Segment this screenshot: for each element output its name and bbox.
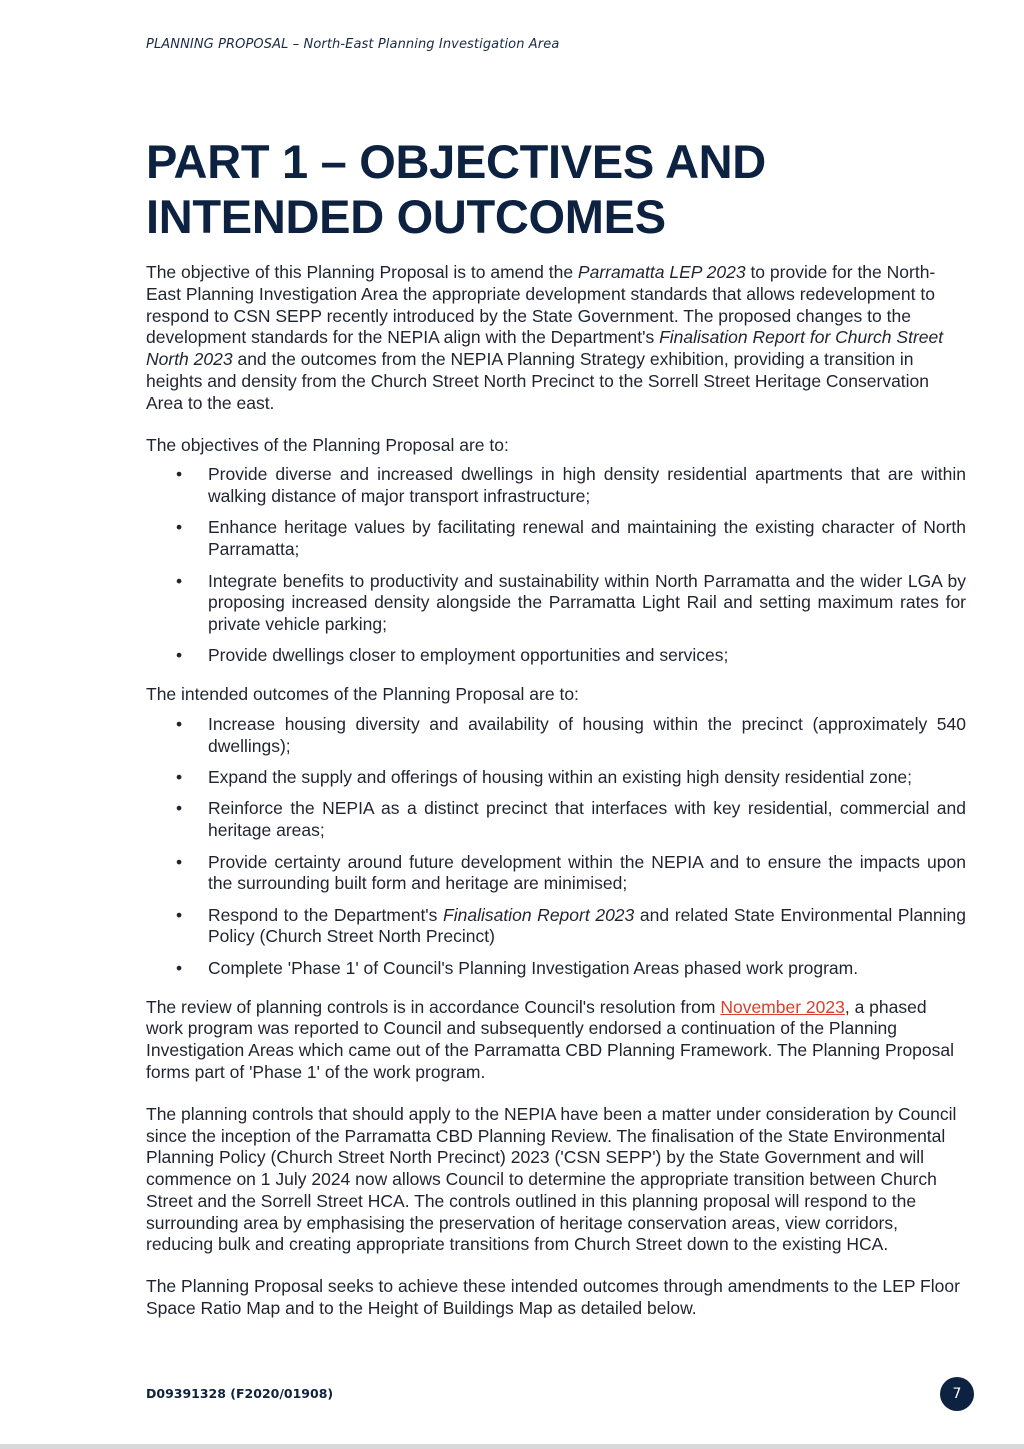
bullet-icon: • bbox=[176, 904, 183, 925]
list-item bbox=[146, 571, 966, 636]
lep-reference: Parramatta LEP 2023 bbox=[577, 262, 746, 282]
bottom-divider bbox=[0, 1444, 1024, 1449]
bullet-icon: • bbox=[176, 517, 183, 538]
intro-text-1: The objective of this Planning Proposal is to amend the bbox=[146, 262, 578, 282]
list-item-text: Provide diverse and increased dwellings in high density residential apartments that are within walking distance of major transport infrastructure; bbox=[208, 464, 966, 507]
document-reference: D09391328 (F2020/01908) bbox=[146, 1386, 334, 1401]
list-item-text: Provide dwellings closer to employment opportunities and services; bbox=[208, 645, 729, 666]
bullet-icon: • bbox=[176, 798, 183, 819]
intro-text-3: to provide for the North-East Planning Investigation Area the appropriate development standards that allows redevelopment to respond to CSN SEPP recently introduced by the State Government. The proposed changes to the development standards for the NEPIA align with the Department's bbox=[146, 262, 936, 348]
closing-paragraph: The Planning Proposal seeks to achieve these intended outcomes through amendments to the LEP Floor Space Ratio Map and to the Height of Buildings Map as detailed below. bbox=[146, 1276, 960, 1319]
list-item-text: Increase housing diversity and availability of housing within the precinct (approximately 540 dwellings); bbox=[208, 714, 966, 756]
list-item bbox=[146, 958, 966, 980]
list-item bbox=[146, 852, 966, 896]
bullet-icon: • bbox=[176, 957, 183, 978]
body-content bbox=[146, 262, 966, 1340]
bullet-icon: • bbox=[176, 570, 183, 591]
november-2023-link[interactable]: November 2023 bbox=[720, 996, 845, 1017]
bullet-icon: • bbox=[176, 767, 183, 788]
page-title-line-1: PART 1 – OBJECTIVES AND bbox=[146, 135, 766, 188]
review-paragraph bbox=[146, 997, 966, 1084]
outcomes-list bbox=[146, 714, 966, 979]
finalisation-report-reference: Finalisation Report 2023 bbox=[443, 904, 635, 925]
list-item bbox=[146, 517, 966, 561]
objectives-lead: The objectives of the Planning Proposal are to: bbox=[146, 434, 509, 455]
list-item-text: Expand the supply and offerings of housing within an existing high density residential zone; bbox=[208, 767, 913, 788]
bullet-icon: • bbox=[176, 714, 183, 735]
list-item bbox=[146, 905, 966, 949]
bullet-icon: • bbox=[176, 645, 183, 666]
list-item-text: Complete 'Phase 1' of Council's Planning Investigation Areas phased work program. bbox=[208, 957, 859, 978]
intro-paragraph bbox=[146, 262, 966, 415]
list-item-text: and related State Environmental Planning Policy (Church Street North Precinct) bbox=[208, 904, 966, 947]
list-item bbox=[146, 645, 966, 667]
list-item bbox=[146, 714, 966, 758]
page-number-badge: 7 bbox=[940, 1377, 974, 1411]
review-text-2: , a phased work program was reported to Council and subsequently endorsed a continuation of the Planning Investigation Areas which came out of the Parramatta CBD Planning Framework. The Planning Proposal forms part of 'Phase 1' of the work program. bbox=[146, 996, 955, 1082]
list-item-text: Integrate benefits to productivity and sustainability within North Parramatta and the wider LGA by proposing increased density alongside the Parramatta Light Rail and setting maximum rates for private vehicle parking; bbox=[208, 570, 966, 635]
objectives-list bbox=[146, 464, 966, 667]
list-item-text: Enhance heritage values by facilitating renewal and maintaining the existing character of North Parramatta; bbox=[208, 517, 966, 560]
intro-text-5: and the outcomes from the NEPIA Planning Strategy exhibition, providing a transition in heights and density from the Church Street North Precinct to the Sorrell Street Heritage Conservation Area to the east. bbox=[146, 349, 930, 413]
running-header: PLANNING PROPOSAL – North-East Planning Investigation Area bbox=[146, 37, 560, 52]
list-item-text: Provide certainty around future development within the NEPIA and to ensure the impacts upon the surrounding built form and heritage are minimised; bbox=[208, 851, 966, 894]
controls-paragraph: The planning controls that should apply to the NEPIA have been a matter under consideration by Council since the inception of the Parramatta CBD Planning Review. The finalisation of the State Environmental Planning Policy (Church Street North Precinct) 2023 ('CSN SEPP') by the State Government and will commence on 1 July 2024 now allows Council to determine the appropriate transition between Church Street and the Sorrell Street HCA. The controls outlined in this planning proposal will respond to the surrounding area by emphasising the preservation of heritage conservation areas, view corridors, reducing bulk and creating appropriate transitions from Church Street down to the existing HCA. bbox=[146, 1103, 957, 1255]
list-item-text: Reinforce the NEPIA as a distinct precinct that interfaces with key residential, commercial and heritage areas; bbox=[208, 798, 966, 841]
list-item bbox=[146, 798, 966, 842]
list-item bbox=[146, 767, 966, 789]
outcomes-lead: The intended outcomes of the Planning Proposal are to: bbox=[146, 684, 579, 705]
list-item bbox=[146, 464, 966, 508]
finalisation-report-reference: Finalisation Report for Church Street North 2023 bbox=[146, 327, 944, 370]
review-text-1: The review of planning controls is in accordance Council's resolution from bbox=[146, 996, 721, 1017]
list-item-text: Respond to the Department's bbox=[208, 904, 444, 925]
page-title-line-2: INTENDED OUTCOMES bbox=[146, 190, 666, 243]
bullet-icon: • bbox=[176, 464, 183, 485]
bullet-icon: • bbox=[176, 851, 183, 872]
page-title bbox=[146, 134, 946, 244]
